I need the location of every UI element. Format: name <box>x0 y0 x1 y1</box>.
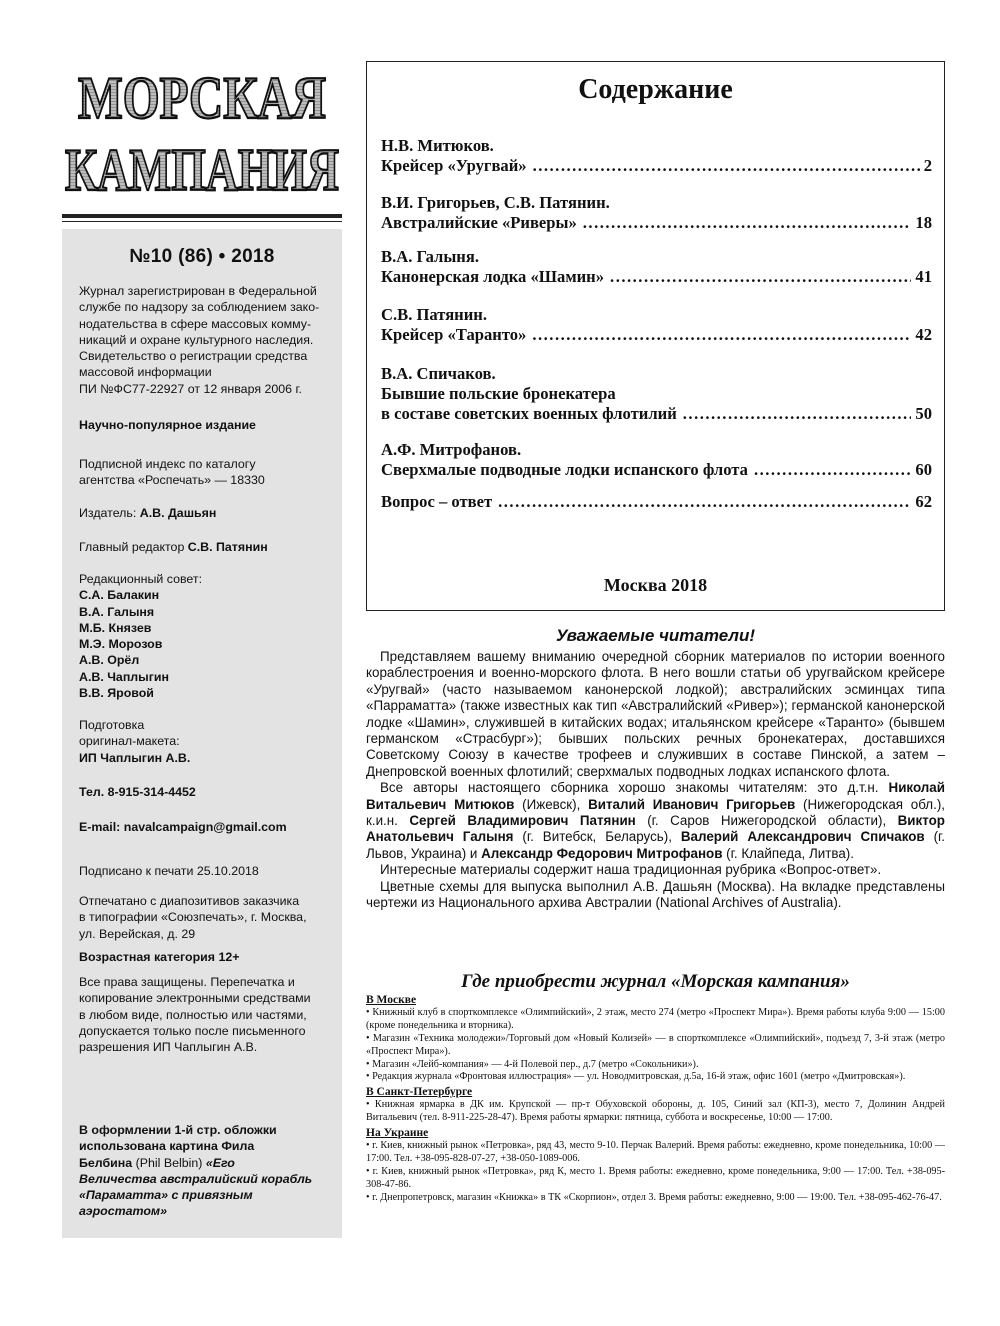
intro-heading: Уважаемые читатели! <box>555 626 756 645</box>
intro-paragraph: Все авторы настоящего сборника хорошо знакомы читателям: это д.т.н. Николай Витальевич Митюков (Ижевск), Виталий Иванович Григорьев (Нижегородская обл.), к.и.н. Сергей Владимирович Патянин (г. Саров Нижегородской области), Виктор Анатольевич Галыня (г. Витебск, Беларусь), Валерий Александрович Спичаков (г. Львов, Украина) и Александр Федорович Митрофанов (г. Клайпеда, Литва). <box>366 780 945 861</box>
toc-page: 42 <box>915 325 932 344</box>
email-info: E-mail: navalcampaign@gmail.com <box>79 820 287 834</box>
toc-entry[interactable] <box>381 440 932 480</box>
toc-article-title: в составе советских военных флотилий <box>381 404 677 423</box>
magazine-logo <box>62 62 342 200</box>
list-item: • г. Днепропетровск, магазин «Книжка» в ТК «Скорпион», отдел 3. Время работы: ежедневно, 9:00 — 19:00. Тел. +38-095-462-76-47. <box>366 1191 942 1203</box>
list-item: • г. Киев, книжный рынок «Петровка», ряд К, место 1. Время работы: ежедневно, кроме понедельника, 9:00 — 17:00. Тел. +38-095-308-47-86. <box>366 1165 945 1190</box>
toc-article-title: Канонерская лодка «Шамин» <box>381 267 605 286</box>
city-heading-moscow: В Москве <box>366 994 417 1006</box>
intro-paragraph: Интересные материалы содержит наша традиционная рубрика «Вопрос-ответ». <box>380 862 882 878</box>
logo-line-2: КАМПАНИЯ <box>65 137 339 200</box>
intro-paragraph: Представляем вашему вниманию очередной сборник материалов по истории военного кораблестроения и военно-морского флота. В него вошли статьи об уругвайском крейсере «Уругвай» (часто называемом канонерской лодкой); австралийских эсминцах типа «Парраматта» (также известных как тип «Австралийский «Ривер»); германской канонерской лодке «Шамин», служившей в китайских водах; итальянском крейсере «Таранто» (бывшем германском «Страсбург»); бывших польских речных бронекатерах, доставшихся Советскому Союзу в качестве трофеев и служивших в составе Пинской, а затем – Днепровской военных флотилий; сверхмалых подводных лодках испанского флота. <box>366 649 945 779</box>
toc-author: В.А. Галыня. <box>381 247 479 266</box>
toc-entry[interactable] <box>381 247 932 287</box>
where-to-buy-list <box>366 992 945 1205</box>
toc-page: 50 <box>915 404 932 423</box>
toc-author: А.Ф. Митрофанов. <box>381 440 522 459</box>
toc-author: Н.В. Митюков. <box>381 136 494 155</box>
signed-date: Подписано к печати 25.10.2018 <box>79 864 259 878</box>
edition-type: Научно-популярное издание <box>79 418 256 432</box>
toc-article-title: Сверхмалые подводные лодки испанского флота <box>381 460 748 479</box>
toc-author: С.В. Патянин. <box>381 305 488 324</box>
toc-title: Содержание <box>578 74 733 105</box>
toc-leader <box>498 492 911 512</box>
toc-author: В.А. Спичаков. <box>381 364 496 383</box>
table-of-contents <box>366 61 945 611</box>
toc-page: 18 <box>915 213 932 232</box>
list-item: • Магазин «Лейб-компания» — 4-й Полевой пер., д.7 (метро «Сокольники»). <box>366 1058 699 1070</box>
toc-entry[interactable] <box>381 364 932 424</box>
publisher-info: Издатель: А.В. Дашьян <box>79 506 217 520</box>
toc-page: 2 <box>923 156 932 175</box>
city-heading-ukraine: На Украине <box>366 1127 429 1140</box>
list-item: • Магазин «Техника молодежи»/Торговый дом «Новый Колизей» — в спорткомплексе «Олимпийский», подъезд 7, 3-й этаж (метро «Проспект Мира»). <box>366 1032 945 1057</box>
age-category: Возрастная категория 12+ <box>79 950 240 964</box>
toc-page: 60 <box>915 460 932 479</box>
toc-entry[interactable] <box>381 136 932 176</box>
toc-leader <box>754 460 911 480</box>
toc-leader <box>583 213 912 233</box>
toc-article-title: Крейсер «Таранто» <box>381 325 527 344</box>
toc-leader <box>610 267 911 287</box>
logo-line-1: МОРСКАЯ <box>78 65 326 131</box>
toc-leader <box>532 325 911 345</box>
rights-notice: Все права защищены. Перепечатка и копирование электронными средствами в любом виде, полностью или частями, допускается только после письменного разрешения ИП Чаплыгин А.В. <box>79 975 311 1055</box>
toc-author: В.И. Григорьев, С.В. Патянин. <box>381 193 610 212</box>
intro-text <box>366 649 945 912</box>
list-item: • г. Киев, книжный рынок «Петровка», ряд 43, место 9-10. Перчак Валерий. Время работы: ежедневно, кроме понедельника, 10:00 — 17:00. Тел. +38-095-828-07-27, +38-050-1089-006. <box>366 1139 945 1164</box>
printing-info: Отпечатано с диапозитивов заказчика в типографии «Союзпечать», г. Москва, ул. Верейская, д. 29 <box>79 894 307 941</box>
layout-prep-info: Подготовка оригинал-макета: ИП Чаплыгин А.В. <box>79 718 191 765</box>
toc-entry[interactable] <box>381 305 932 345</box>
toc-article-title: Крейсер «Уругвай» <box>381 156 527 175</box>
list-item: • Редакция журнала «Фронтовая иллюстрация» — ул. Новодмитровская, д.5а, 16-й этаж, офис 1601 (метро «Дмитровская»). <box>366 1071 906 1083</box>
list-item: • Книжная ярмарка в ДК им. Крупской — пр-т Обуховской обороны, д. 105, Синий зал (КП-3), место 7, Долинин Андрей Витальевич (тел. 8-911-225-28-47). Время работы ярмарки: пятница, суббота и воскресенье, 10:00 — 17:00. <box>366 1099 945 1124</box>
toc-entry[interactable] <box>381 193 932 233</box>
toc-leader <box>533 156 920 176</box>
logo-rule-thick <box>62 214 342 218</box>
subscription-info: Подписной индекс по каталогу агентства «Роспечать» — 18330 <box>79 457 265 488</box>
where-to-buy-heading: Где приобрести журнал «Морская кампания» <box>461 971 850 992</box>
phone-info: Тел. 8-915-314-4452 <box>79 785 196 799</box>
toc-entry[interactable] <box>381 492 932 512</box>
imprint-panel <box>62 229 342 1238</box>
toc-article-title: Австралийские «Риверы» <box>381 213 577 232</box>
toc-page: 62 <box>915 492 932 511</box>
issue-number: №10 (86) • 2018 <box>129 246 275 267</box>
toc-article-title-line: Бывшие польские бронекатера <box>381 384 616 403</box>
toc-leader <box>683 404 912 424</box>
registration-info: Журнал зарегистрирован в Федеральной службе по надзору за соблюдением зако- нодательства в сфере массовых комму- никаций и охране культурного наследия. Свидетельство о регистрации средства массовой информации ПИ №ФС77-22927 от 12 января 2006 г. <box>79 284 320 396</box>
toc-article-title: Вопрос – ответ <box>381 492 493 511</box>
list-item: • Книжный клуб в спорткомплексе «Олимпийский», 2 этаж, место 274 (метро «Проспект Мира»). Время работы клуба 9:00 — 15:00 (кроме понедельника и вторника). <box>366 1006 945 1031</box>
editor-info: Главный редактор С.В. Патянин <box>79 540 268 554</box>
city-heading-spb: В Санкт-Петербурге <box>366 1086 473 1099</box>
publication-place: Москва 2018 <box>603 575 708 595</box>
editorial-council: Редакционный совет: С.А. Балакин В.А. Галыня М.Б. Князев М.Э. Морозов А.В. Орёл А.В. Чаплыгин В.В. Яровой <box>79 572 203 701</box>
cover-art-note: В оформлении 1-й стр. обложки использована картина Фила Белбина (Phil Belbin) «Его Величества австралийский корабль «Параматта» с привязным аэростатом» <box>79 1123 313 1219</box>
logo-rule-thin <box>62 221 342 222</box>
intro-paragraph: Цветные схемы для выпуска выполнил А.В. Дашьян (Москва). На вкладке представлены чертежи из Национального архива Австралии (National Archives of Australia). <box>366 878 945 911</box>
toc-page: 41 <box>915 267 932 286</box>
